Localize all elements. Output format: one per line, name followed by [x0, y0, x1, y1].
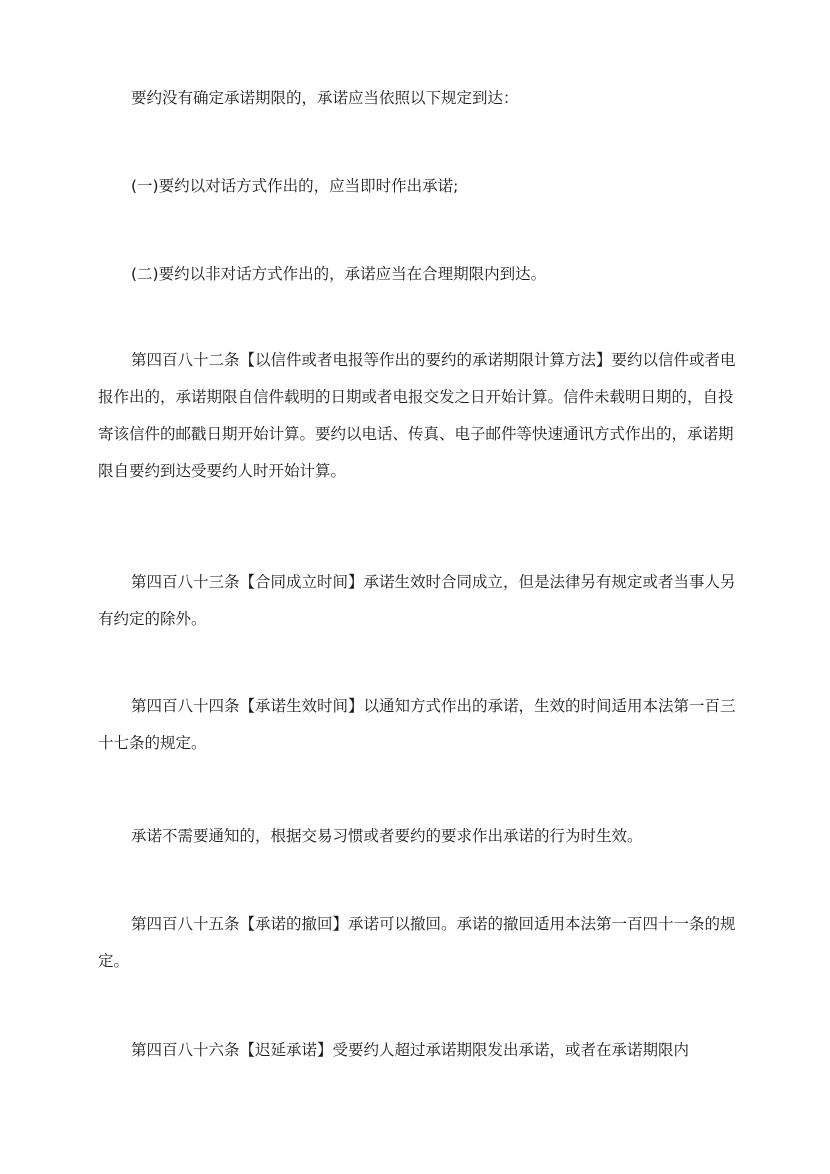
paragraph: 第四百八十五条【承诺的撤回】承诺可以撤回。承诺的撤回适用本法第一百四十一条的规定。 — [98, 915, 736, 970]
paragraph: 第四百八十二条【以信件或者电报等作出的要约的承诺期限计算方法】要约以信件或者电报作出的，承诺期限自信件载明的日期或者电报交发之日开始计算。信件未载明日期的，自投寄该信件的邮戳日期开始计算。要约以电话、传真、电子邮件等快速通讯方式作出的，承诺期限自要约到达受要约人时开始计算。 — [98, 351, 736, 480]
paragraph: 第四百八十四条【承诺生效时间】以通知方式作出的承诺，生效的时间适用本法第一百三十七条的规定。 — [98, 697, 736, 752]
paragraph: (二)要约以非对话方式作出的，承诺应当在合理期限内到达。 — [131, 265, 547, 283]
paragraph: 第四百八十六条【迟延承诺】受要约人超过承诺期限发出承诺，或者在承诺期限内 — [131, 1041, 690, 1059]
paragraph: 要约没有确定承诺期限的，承诺应当依照以下规定到达： — [131, 89, 519, 107]
paragraph: 承诺不需要通知的，根据交易习惯或者要约的要求作出承诺的行为时生效。 — [131, 827, 643, 845]
paragraph: 第四百八十三条【合同成立时间】承诺生效时合同成立，但是法律另有规定或者当事人另有约定的除外。 — [98, 573, 736, 628]
paragraph: (一)要约以对话方式作出的，应当即时作出承诺; — [131, 177, 459, 195]
